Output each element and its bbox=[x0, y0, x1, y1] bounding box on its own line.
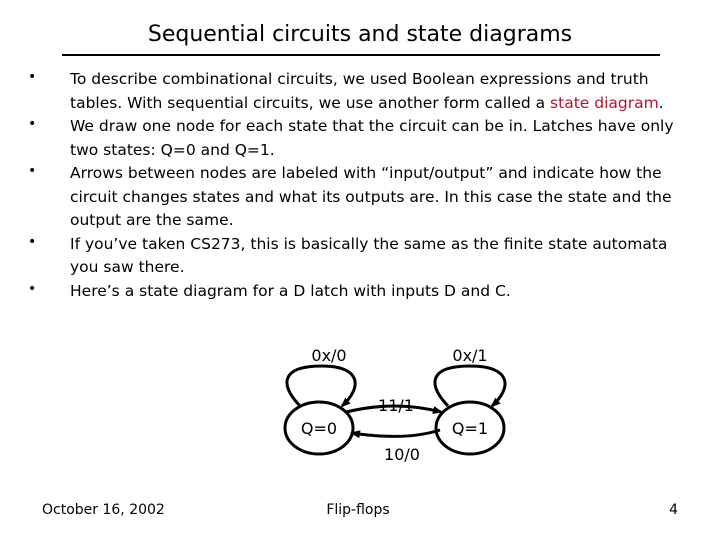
transition-q1-to-q0-label: 10/0 bbox=[384, 445, 420, 464]
bullet-icon: • bbox=[28, 116, 37, 132]
bullet-text: If you’ve taken CS273, this is basically the same as the finite state automata you saw there. bbox=[70, 234, 668, 276]
bullet-icon: • bbox=[28, 233, 37, 250]
transition-q1-to-q0-arrow bbox=[352, 430, 440, 436]
self-loop-q1-label: 0x/1 bbox=[452, 346, 488, 365]
bullet-text: To describe combinational circuits, we used Boolean expressions and truth tables. With sequential circuits, we use another form called a bbox=[70, 70, 649, 112]
footer-topic: Flip-flops bbox=[326, 502, 390, 518]
self-loop-q0-arrow bbox=[287, 366, 355, 406]
state-q0-label: Q=0 bbox=[300, 419, 338, 438]
bullet-text: Here’s a state diagram for a D latch with inputs D and C. bbox=[70, 281, 511, 300]
slide-title: Sequential circuits and state diagrams bbox=[147, 22, 573, 47]
self-loop-q1-arrow bbox=[435, 366, 505, 406]
footer-page-number: 4 bbox=[669, 502, 678, 518]
bullet-text-end: . bbox=[658, 93, 664, 112]
bullet-text: Arrows between nodes are labeled with “input/output” and indicate how the circuit changes states and what its outputs are. In this case the state and the output are the same. bbox=[70, 164, 672, 229]
bullet-icon: • bbox=[28, 280, 37, 297]
state-q1-label: Q=1 bbox=[451, 419, 489, 438]
bullet-icon: • bbox=[28, 69, 37, 85]
bullet-icon: • bbox=[28, 163, 37, 179]
transition-q0-to-q1-label: 11/1 bbox=[378, 396, 414, 415]
footer-date: October 16, 2002 bbox=[42, 502, 165, 518]
bullet-highlight-term: state diagram bbox=[550, 93, 659, 112]
bullet-text: We draw one node for each state that the circuit can be in. Latches have only two states: Q=0 and Q=1. bbox=[70, 117, 674, 159]
self-loop-q0-label: 0x/0 bbox=[311, 346, 347, 365]
